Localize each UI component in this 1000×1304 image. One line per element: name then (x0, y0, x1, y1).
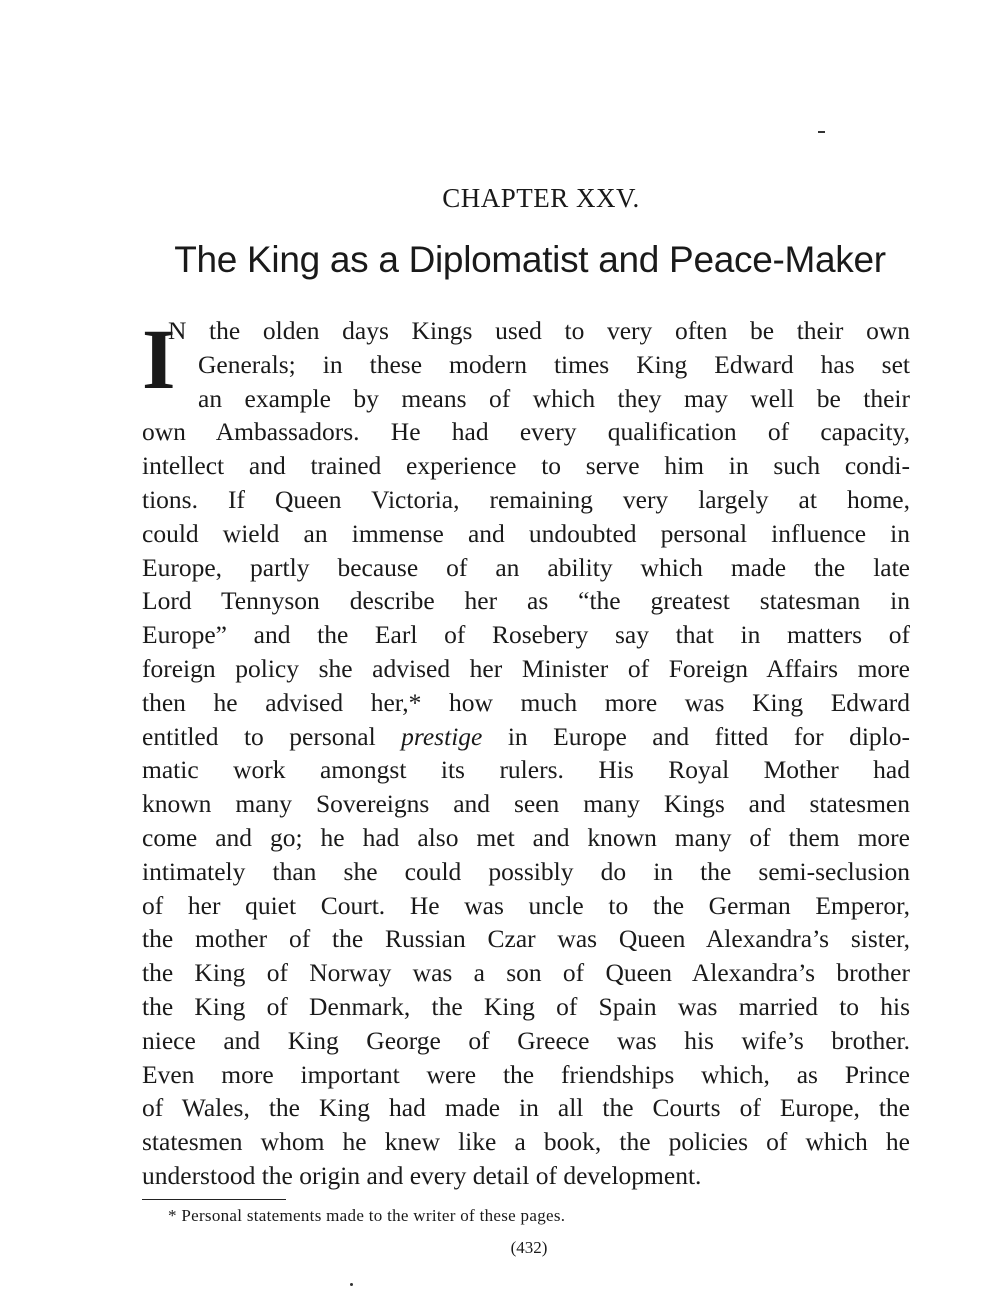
text-line: statesmen whom he knew like a book, the policies of which he (142, 1127, 910, 1157)
text-line: Europe, partly because of an ability which made the late (142, 552, 910, 582)
drop-cap: I (142, 311, 176, 407)
text-line: Generals; in these modern times King Edward has set (198, 349, 910, 379)
text-line: the King of Norway was a son of Queen Alexandra’s brother (142, 958, 910, 988)
text-line (142, 720, 910, 754)
text-line: of her quiet Court. He was uncle to the German Emperor, (142, 890, 910, 920)
text-line: known many Sovereigns and seen many Kings and statesmen (142, 789, 910, 819)
footnote: * Personal statements made to the writer of these pages. (168, 1206, 566, 1225)
text-line: Lord Tennyson describe her as “the greatest statesman in (142, 586, 910, 616)
text-line: niece and King George of Greece was his wife’s brother. (142, 1025, 910, 1055)
text-line: matic work amongst its rulers. His Royal Mother had (142, 755, 910, 785)
footnote-rule (142, 1199, 286, 1200)
text-line: then he advised her,* how much more was King Edward (142, 687, 910, 717)
text-line: of Wales, the King had made in all the Courts of Europe, the (142, 1093, 910, 1123)
body-text (142, 311, 910, 1193)
text-segment: in Europe and fitted for diplo- (482, 721, 910, 751)
text-segment: entitled to personal (142, 721, 402, 751)
text-line: could wield an immense and undoubted personal influence in (142, 518, 910, 548)
text-line: intellect and trained experience to serve him in such condi- (142, 451, 910, 481)
print-speck (818, 131, 825, 133)
italic-word: prestige (401, 721, 483, 751)
page-number: (432) (510, 1238, 548, 1257)
text-line: own Ambassadors. He had every qualification of capacity, (142, 417, 910, 447)
text-line: tions. If Queen Victoria, remaining very largely at home, (142, 484, 910, 514)
print-speck (350, 1283, 353, 1286)
text-line: Europe” and the Earl of Rosebery say that in matters of (142, 620, 910, 650)
text-line: intimately than she could possibly do in the semi-seclusion (142, 856, 910, 886)
text-line: N the olden days Kings used to very often be their own (168, 316, 910, 345)
chapter-number: CHAPTER XXV. (442, 183, 640, 213)
text-line: foreign policy she advised her Minister of Foreign Affairs more (142, 653, 910, 683)
text-line: the mother of the Russian Czar was Queen Alexandra’s sister, (142, 924, 910, 954)
text-line: Even more important were the friendships which, as Prince (142, 1059, 910, 1089)
text-line: the King of Denmark, the King of Spain was married to his (142, 991, 910, 1021)
chapter-title: The King as a Diplomatist and Peace-Maker (174, 239, 886, 280)
text-line: understood the origin and every detail of development. (142, 1160, 702, 1190)
text-line: an example by means of which they may well be their (198, 383, 910, 413)
text-line: come and go; he had also met and known many of them more (142, 822, 910, 852)
